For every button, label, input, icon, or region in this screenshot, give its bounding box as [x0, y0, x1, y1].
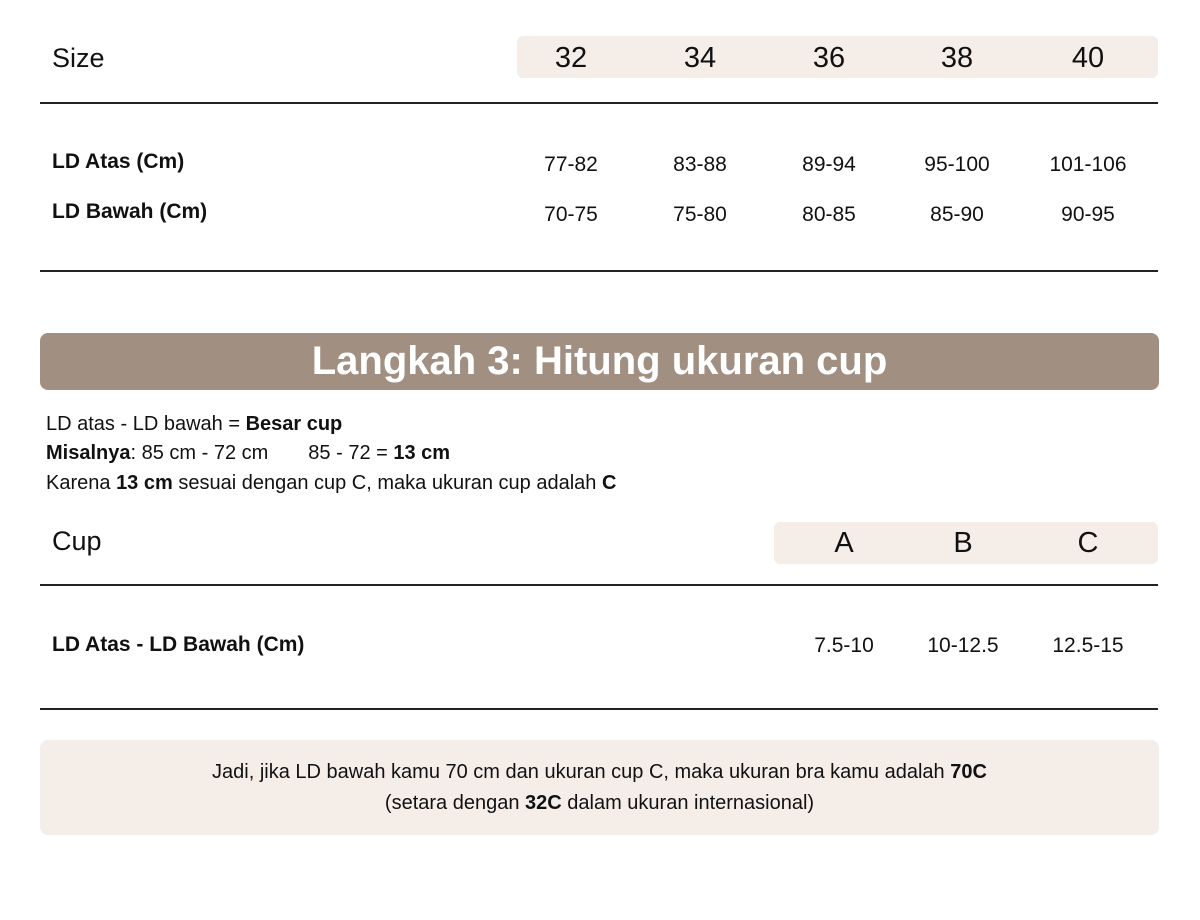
cup-col-b: B — [953, 527, 973, 559]
size-col-40: 40 — [1071, 42, 1105, 74]
step3-title-banner: Langkah 3: Hitung ukuran cup — [40, 333, 1159, 390]
size-table-bottom-divider — [40, 270, 1158, 272]
conclusion-pre: Karena — [46, 472, 117, 494]
explanation-line-3 — [46, 468, 616, 498]
cell-ld-bawah-40: 90-95 — [1061, 203, 1115, 226]
example-calc-result: 13 cm — [393, 442, 451, 464]
explanation-line-2 — [46, 438, 450, 468]
conclusion-cup: C — [601, 472, 617, 494]
cell-ld-bawah-38: 85-90 — [930, 203, 984, 226]
summary-text-2: (setara dengan — [384, 792, 526, 814]
cell-cup-b: 10-12.5 — [927, 634, 999, 657]
conclusion-mid: sesuai dengan cup C, maka ukuran cup adalah — [172, 472, 602, 494]
cell-ld-atas-36: 89-94 — [802, 153, 856, 176]
cell-cup-c: 12.5-15 — [1052, 634, 1124, 657]
conclusion-diff: 13 cm — [116, 472, 173, 494]
cell-cup-a: 7.5-10 — [814, 634, 874, 657]
cell-ld-atas-32: 77-82 — [544, 153, 598, 176]
row-label-ld-atas: LD Atas (Cm) — [52, 150, 185, 173]
cell-ld-bawah-34: 75-80 — [673, 203, 727, 226]
cell-ld-atas-40: 101-106 — [1049, 153, 1127, 176]
summary-bra-size: 70C — [950, 761, 987, 783]
cup-table-bottom-divider — [40, 708, 1158, 710]
size-col-32: 32 — [554, 42, 588, 74]
cup-col-a: A — [834, 527, 854, 559]
cup-header-divider — [40, 584, 1158, 586]
cell-ld-bawah-36: 80-85 — [802, 203, 856, 226]
example-calc: 85 - 72 = — [308, 442, 394, 464]
row-label-cup-diff: LD Atas - LD Bawah (Cm) — [52, 633, 305, 656]
example-values: : 85 cm - 72 cm — [130, 442, 269, 464]
size-header-divider — [40, 102, 1158, 104]
cup-col-c: C — [1077, 527, 1099, 559]
summary-intl-size: 32C — [525, 792, 562, 814]
summary-box — [40, 740, 1159, 835]
example-label: Misalnya — [46, 442, 131, 464]
cell-ld-bawah-32: 70-75 — [544, 203, 598, 226]
summary-line-1 — [40, 757, 1159, 788]
formula-result: Besar cup — [245, 413, 343, 435]
size-col-38: 38 — [940, 42, 974, 74]
size-header-label: Size — [52, 43, 105, 73]
size-col-36: 36 — [812, 42, 846, 74]
summary-text-3: dalam ukuran internasional) — [561, 792, 815, 814]
cup-header-label: Cup — [52, 526, 102, 556]
explanation-line-1 — [46, 409, 342, 439]
formula-text: LD atas - LD bawah = — [46, 413, 246, 435]
summary-line-2 — [40, 788, 1159, 819]
cell-ld-atas-34: 83-88 — [673, 153, 727, 176]
size-col-34: 34 — [683, 42, 717, 74]
row-label-ld-bawah: LD Bawah (Cm) — [52, 200, 208, 223]
summary-text-1: Jadi, jika LD bawah kamu 70 cm dan ukuran cup C, maka ukuran bra kamu adalah — [212, 761, 951, 783]
cell-ld-atas-38: 95-100 — [924, 153, 990, 176]
